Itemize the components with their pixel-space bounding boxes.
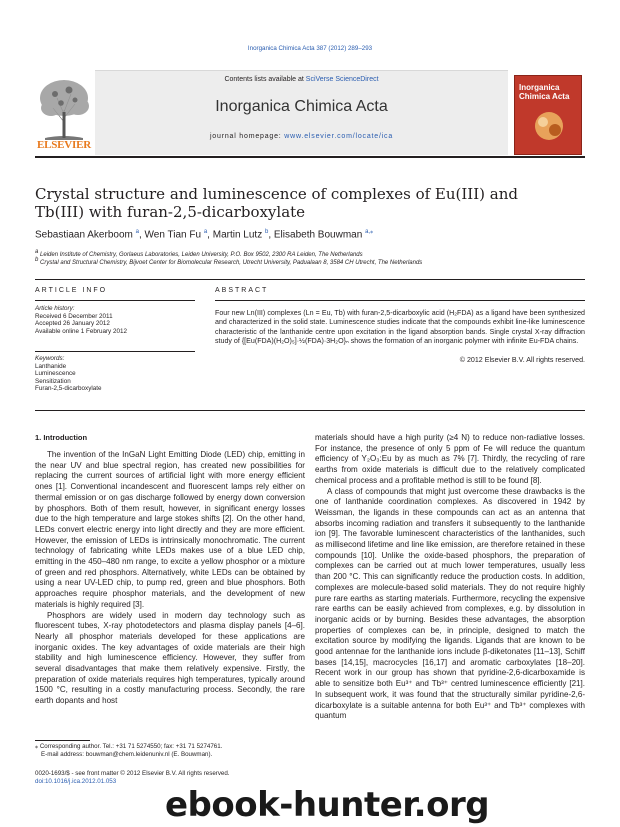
homepage-link[interactable]: www.elsevier.com/locate/ica — [284, 133, 394, 140]
author-name: Elisabeth Bouwman — [273, 229, 363, 241]
history-item: Available online 1 February 2012 — [35, 327, 127, 335]
section-rule — [35, 410, 585, 411]
author-list: Sebastiaan Akerboom $^a$, Wen Tian Fu $^a$, Martin Lutz $^b$, Elisabeth Bouwman $^{a,⁎}$ — [35, 229, 374, 241]
author-name: Wen Tian Fu — [144, 229, 202, 241]
keyword: Lanthanide — [35, 362, 67, 370]
article-info-heading: ARTICLE INFO — [35, 287, 108, 294]
info-rule — [35, 300, 195, 301]
keyword: Sensitization — [35, 377, 71, 385]
article-history — [35, 305, 195, 335]
author-affil-sup[interactable]: a,⁎ — [365, 229, 374, 235]
body-paragraph: Phosphors are widely used in modern day technology such as fluorescent tubes, X-ray photodetectors and plasma display panels [4–6]. Nearly all phosphor materials developed for these applications are inorganic oxides. The key advantages of oxide materials are their high stability and high luminescence efficiency. However, they suffer from several disadvantages that make them relatively expensive. Firstly, the preparation of oxide materials requires high temperatures, typically around 1500 °C, resulting in a costly manufacturing process. Secondly, the rare earth dopants and host — [35, 610, 305, 706]
author-name: Martin Lutz — [212, 229, 263, 241]
homepage-prefix: journal homepage: — [209, 133, 285, 140]
publisher-wordmark: ELSEVIER — [36, 139, 92, 151]
abstract-rule — [215, 300, 585, 301]
body-column-right — [315, 433, 585, 722]
body-column-left — [35, 450, 305, 707]
section-heading: 1. Introduction — [35, 433, 88, 442]
footnote-rule — [35, 740, 90, 741]
info-rule — [35, 351, 195, 352]
keyword: Luminescence — [35, 370, 76, 378]
watermark-text: ebook-hunter.org — [165, 785, 490, 825]
contents-line — [95, 76, 508, 83]
keywords-label: Keywords: — [35, 355, 65, 362]
footnote-email[interactable]: E-mail address: bouwman@chem.leidenuniv.nl (E. Bouwman). — [41, 751, 213, 758]
history-item: Received 6 December 2011 — [35, 312, 113, 320]
affiliation-sup: a — [35, 249, 39, 255]
body-paragraph: The invention of the InGaN Light Emitting Diode (LED) chip, emitting in the near UV and blue spectral region, has created new possibilities for replacing the current sources of artificial light with more energy efficient ones [1]. Conventional incandescent and fluorescent lamps rely either on thermal emission or on gas discharge followed by energy down conversion by phosphors. Both of them result, however, in significant energy losses due to the high temperature and large stokes shifts [2]. On the other hand, LEDs convert electric energy into light directly and they are more efficient. However, the emission of LEDs is intrinsically monochromatic. The current technology of fabricating white LEDs makes use of a blue LED chip, emitting in the 450–480 nm range, to excite a yellow phosphor or a mixture of green and red phosphors. Alternatively, white LEDs can be obtained by using a near UV-LED chip, to pump red, green and blue phosphors. Both approaches require phosphor materials, and the development of new materials is highly required [3]. — [35, 450, 305, 609]
abstract-copyright: © 2012 Elsevier B.V. All rights reserved. — [459, 356, 585, 364]
cover-title: Inorganica Chimica Acta — [519, 83, 570, 101]
journal-cover-thumbnail — [514, 75, 582, 155]
contents-prefix: Contents lists available at — [224, 76, 306, 83]
sciencedirect-link[interactable]: SciVerse ScienceDirect — [305, 76, 379, 83]
author-affil-sup[interactable]: a — [203, 229, 208, 235]
abstract-heading: ABSTRACT — [215, 287, 269, 294]
keyword: Furan-2,5-dicarboxylate — [35, 385, 102, 393]
affiliation-text: Leiden Institute of Chemistry, Gorlaeus Laboratories, Leiden University, P.O. Box 9502, 2300 RA Leiden, The Netherlands — [40, 252, 363, 258]
issn-line: 0020-1693/$ - see front matter © 2012 Elsevier B.V. All rights reserved. — [35, 770, 230, 777]
author-affil-sup[interactable]: b — [264, 229, 269, 235]
article-title: Crystal structure and luminescence of complexes of Eu(III) and Tb(III) with furan-2,5-dicarboxylate — [35, 185, 518, 221]
abstract-text: Four new Ln(III) complexes (Ln = Eu, Tb) with furan-2,5-dicarboxylic acid (H₂FDA) as a ligand have been synthesized and characterized in the solid state. Luminescence studies indicate that the compounds exhibit line-like luminescence characteristic of the lanthanide centre upon excitation in the ligand absorption bands. Single crystal X-ray diffraction study of {[Eu(FDA)(H₂O)₅]·½(FDA)·3H₂O}ₙ shows the formation of an inorganic polymer with infinite Eu-FDA chains. — [215, 309, 585, 345]
doi-link[interactable]: doi:10.1016/j.ica.2012.01.053 — [35, 778, 117, 785]
affiliation-text: Crystal and Structural Chemistry, Bijvoet Center for Biomolecular Research, Utrecht University, Padualaan 8, 3584 CH Utrecht, The Netherlands — [40, 260, 423, 266]
cover-molecule-graphic — [529, 106, 569, 146]
footnote-corresponding: ⁎ Corresponding author. Tel.: +31 71 5274550; fax: +31 71 5274761. — [35, 743, 223, 750]
affiliation — [35, 257, 585, 266]
author-name: Sebastiaan Akerboom — [35, 229, 133, 241]
affiliation-sup: b — [35, 257, 39, 263]
body-paragraph: materials should have a high purity (≥4 N) to reduce non-radiative losses. For instance, the presence of only 5 ppm of Fe will reduce the quantum efficiency of Y₂O₃:Eu by as much as 7% [7]. Thirdly, the recycling of rare earths from oxide materials is difficult due to the relatively complicated chemical process and a profitable method is still to be found [8]. — [315, 433, 585, 485]
author-affil-sup[interactable]: a — [135, 229, 139, 235]
journal-title: Inorganica Chimica Acta — [215, 98, 388, 115]
history-item: Accepted 26 January 2012 — [35, 320, 110, 328]
journal-homepage — [95, 133, 508, 140]
history-label: Article history: — [35, 305, 75, 312]
section-rule — [35, 279, 585, 280]
header-rule — [35, 156, 585, 158]
keywords-list — [35, 355, 195, 393]
body-paragraph: A class of compounds that might just overcome these drawbacks is the one of lanthanide coordination complexes. As discovered in 1942 by Weissman, the ligands in these compounds can act as an antenna that absorbs incoming radiation and transfers it subsequently to the lanthanide ion [9]. The favorable luminescent characteristics of the lanthanides, such as millisecond lifetime and line like emission, are therefore retained in these compounds [10]. Unlike the oxide-based phosphors, the preparation of complexes can be carried out at much lower temperatures, usually less than 200 °C. This can significantly reduce the production costs. In addition, complexes are molecule-based solid materials. They do not require highly pure rare earths as starting materials. Furthermore, recycling the expensive rare earths can be easily achieved from complexes, e.g. by dissolution in inorganic acids or by burning. Besides these advantages, the absorption properties of complexes can be, in principle, designed to match the excitation source by modifying the ligands. Ligands that are known to be good antennae for the lanthanide ions include β-diketonates [11–13], Schiff bases [14,15], macrocycles [16,17] and aromatic carboxylates [18–20]. Recent work in our group has shown that pyridine-2,6-dicarboxamide is able to sensitize both Eu³⁺ and Tb³⁺ centred luminescence efficiently [21]. In subsequent work, it was found that the structurally similar pyridine-2,6-dicarboxylate is a suitable antenna for both Eu³⁺ and Tb³⁺ complexes with quantum — [315, 486, 585, 721]
running-head[interactable]: Inorganica Chimica Acta 387 (2012) 289–293 — [247, 45, 373, 52]
